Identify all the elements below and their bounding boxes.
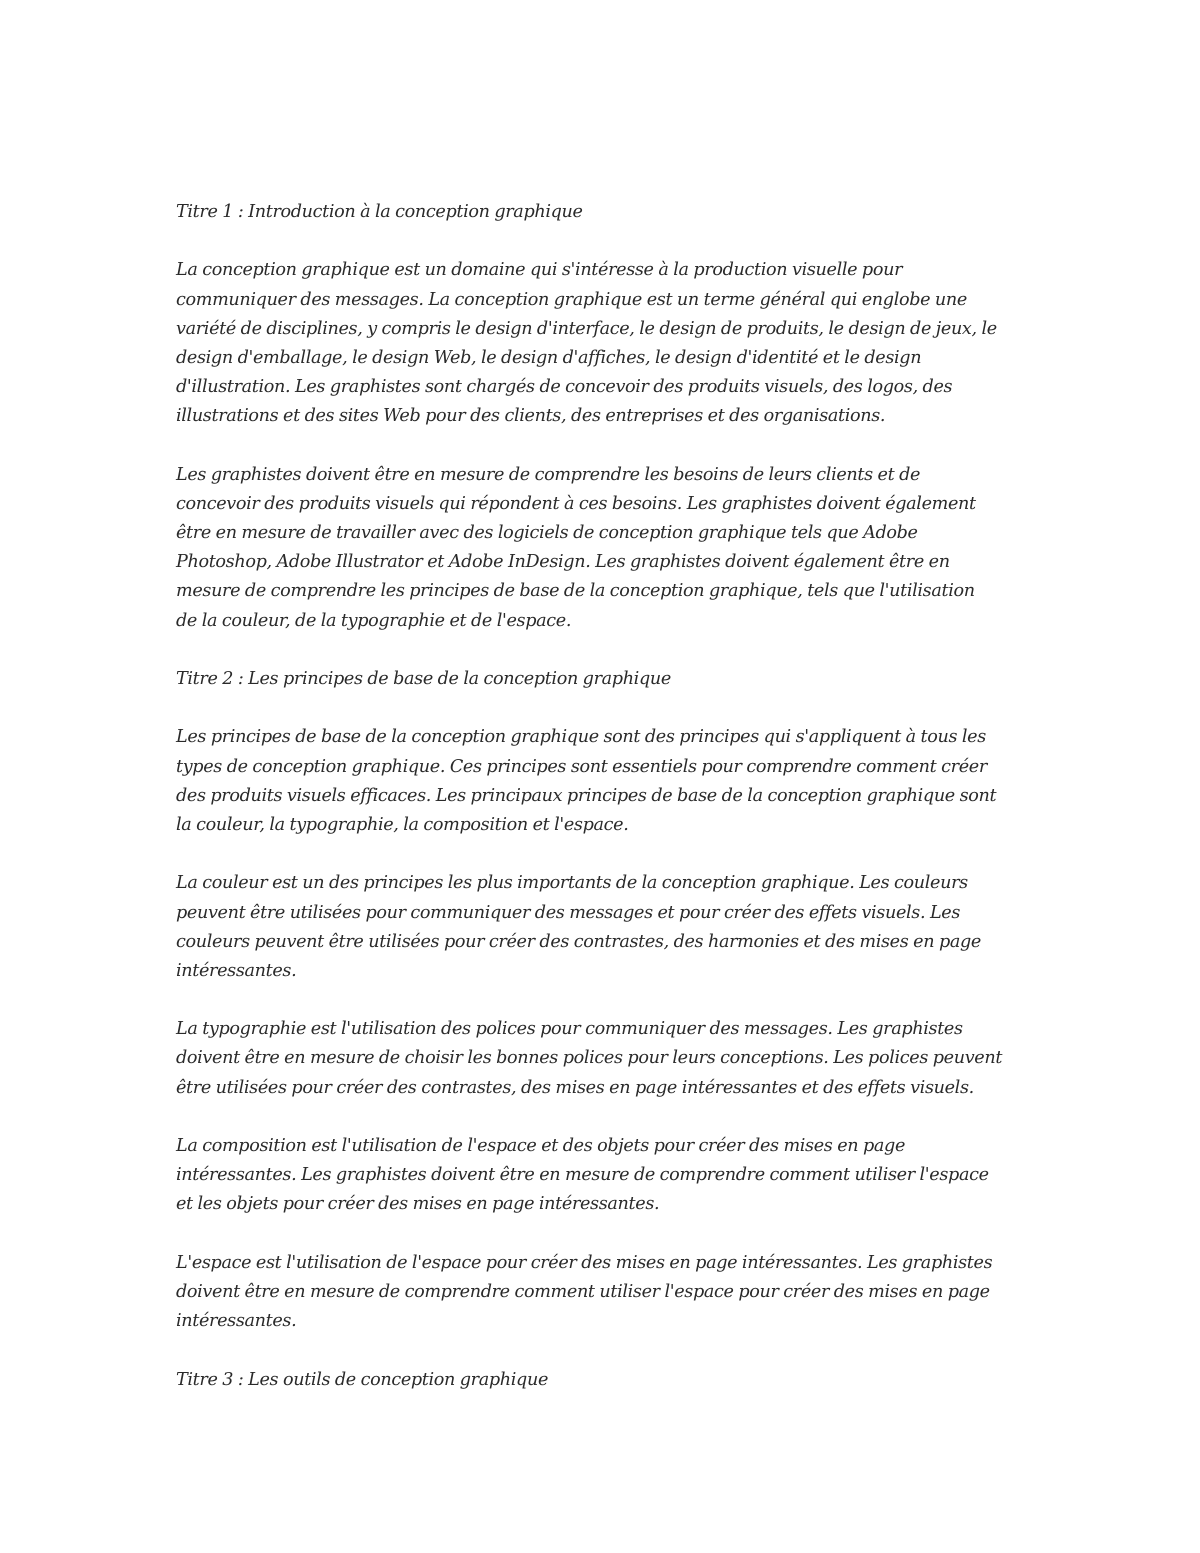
text-line: L'espace est l'utilisation de l'espace pour créer des mises en page intéressantes. Les graphistes <box>176 1252 993 1273</box>
document-body <box>176 198 1036 1424</box>
text-line: Titre 1 : Introduction à la conception graphique <box>176 202 583 222</box>
heading-titre-3 <box>176 1366 1036 1395</box>
text-line: concevoir des produits visuels qui répondent à ces besoins. Les graphistes doivent également <box>176 493 976 514</box>
text-line: La typographie est l'utilisation des polices pour communiquer des messages. Les graphistes <box>176 1019 963 1040</box>
text-line: mesure de comprendre les principes de base de la conception graphique, tels que l'utilisation <box>176 581 975 602</box>
text-line: Titre 2 : Les principes de base de la conception graphique <box>176 669 671 689</box>
paragraph-couleur <box>176 869 1036 986</box>
text-line: Photoshop, Adobe Illustrator et Adobe InDesign. Les graphistes doivent également être en <box>176 552 950 573</box>
text-line: d'illustration. Les graphistes sont chargés de concevoir des produits visuels, des logos, des <box>176 377 953 398</box>
text-line: Les graphistes doivent être en mesure de comprendre les besoins de leurs clients et de <box>176 464 921 485</box>
paragraph-graphistes <box>176 461 1036 636</box>
text-line: de la couleur, de la typographie et de l'espace. <box>176 610 572 631</box>
text-line: La couleur est un des principes les plus importants de la conception graphique. Les couleurs <box>176 873 968 894</box>
text-line: couleurs peuvent être utilisées pour créer des contrastes, des harmonies et des mises en page <box>176 931 981 952</box>
text-line: la couleur, la typographie, la composition et l'espace. <box>176 814 629 835</box>
text-line: doivent être en mesure de choisir les bonnes polices pour leurs conceptions. Les polices peuvent <box>176 1048 1003 1069</box>
text-line: Les principes de base de la conception graphique sont des principes qui s'appliquent à tous les <box>176 727 986 748</box>
text-line: intéressantes. <box>176 960 297 981</box>
text-line: des produits visuels efficaces. Les principaux principes de base de la conception graphique sont <box>176 785 997 806</box>
text-line: La conception graphique est un domaine qui s'intéresse à la production visuelle pour <box>176 260 903 281</box>
heading-titre-1 <box>176 198 1036 227</box>
heading-titre-2 <box>176 665 1036 694</box>
text-line: peuvent être utilisées pour communiquer des messages et pour créer des effets visuels. Les <box>176 902 961 923</box>
text-line: Titre 3 : Les outils de conception graphique <box>176 1369 549 1390</box>
text-line: variété de disciplines, y compris le design d'interface, le design de produits, le design de jeux, le <box>176 318 997 339</box>
paragraph-introduction <box>176 256 1036 431</box>
paragraph-typographie <box>176 1015 1036 1103</box>
text-line: illustrations et des sites Web pour des clients, des entreprises et des organisations. <box>176 406 886 427</box>
text-line: intéressantes. Les graphistes doivent être en mesure de comprendre comment utiliser l'espace <box>176 1165 989 1186</box>
text-line: être utilisées pour créer des contrastes, des mises en page intéressantes et des effets visuels. <box>176 1077 974 1098</box>
text-line: La composition est l'utilisation de l'espace et des objets pour créer des mises en page <box>176 1136 906 1156</box>
text-line: types de conception graphique. Ces principes sont essentiels pour comprendre comment créer <box>176 756 987 777</box>
paragraph-composition <box>176 1132 1036 1220</box>
paragraph-espace <box>176 1249 1036 1337</box>
text-line: intéressantes. <box>176 1311 297 1332</box>
text-line: design d'emballage, le design Web, le design d'affiches, le design d'identité et le design <box>176 347 922 368</box>
paragraph-principes <box>176 723 1036 840</box>
text-line: et les objets pour créer des mises en page intéressantes. <box>176 1194 660 1215</box>
text-line: être en mesure de travailler avec des logiciels de conception graphique tels que Adobe <box>176 523 918 544</box>
text-line: doivent être en mesure de comprendre comment utiliser l'espace pour créer des mises en page <box>176 1281 990 1302</box>
text-line: communiquer des messages. La conception graphique est un terme général qui englobe une <box>176 289 967 310</box>
